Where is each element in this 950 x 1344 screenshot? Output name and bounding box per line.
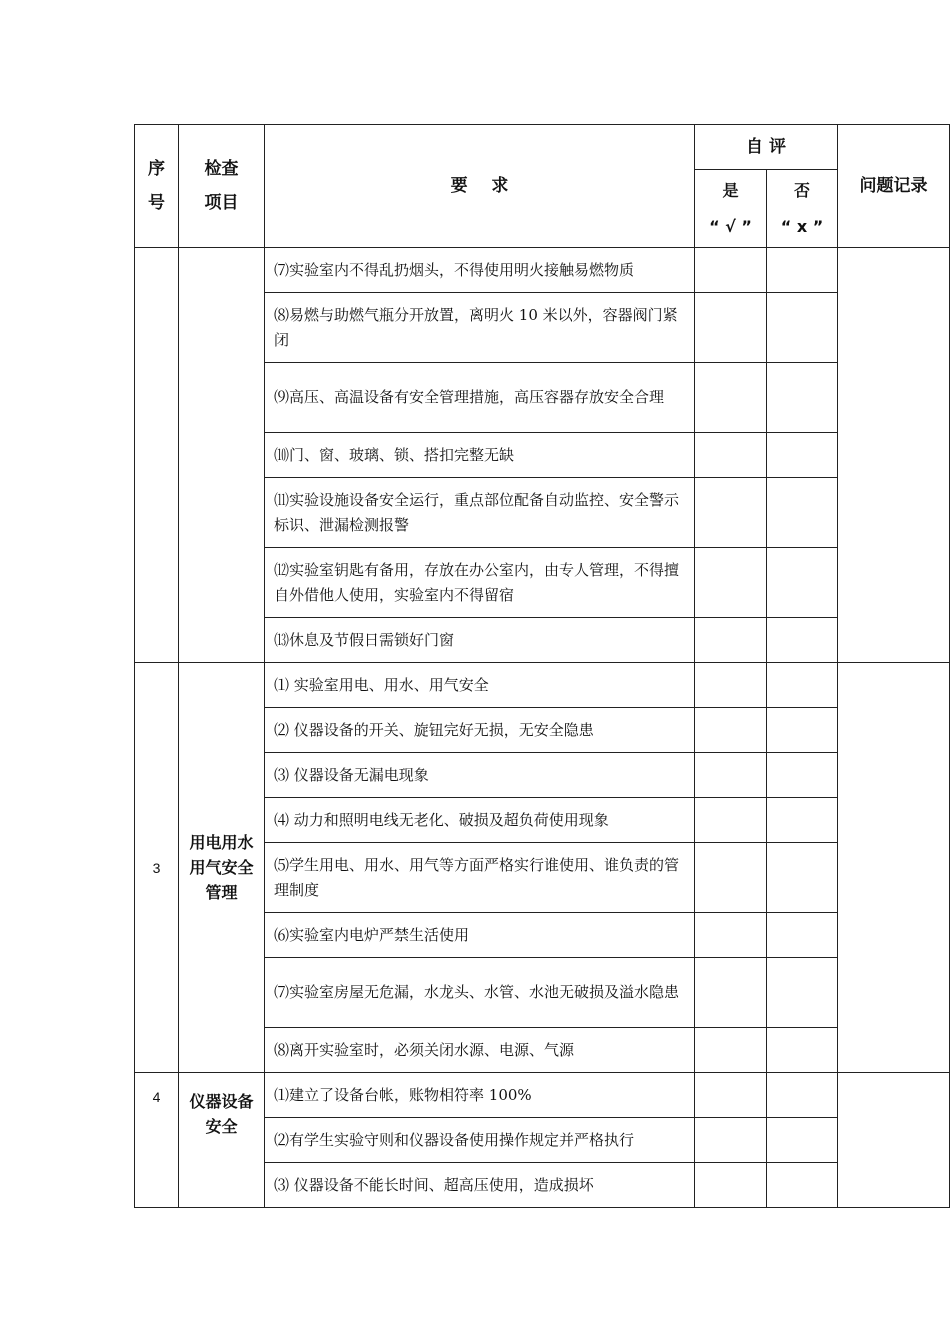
requirement-text: ⑴ 实验室用电、用水、用气安全 — [265, 663, 695, 708]
requirement-text: ⑶ 仪器设备无漏电现象 — [265, 753, 695, 798]
requirement-text: ⑼高压、高温设备有安全管理措施，高压容器存放安全合理 — [265, 363, 695, 433]
issue-record-cell[interactable] — [838, 248, 950, 663]
issue-header: 问题记录 — [838, 125, 950, 248]
no-cell[interactable] — [767, 248, 838, 293]
yes-cell[interactable] — [695, 663, 767, 708]
no-cell[interactable] — [767, 913, 838, 958]
no-cell[interactable] — [767, 843, 838, 913]
yes-cell[interactable] — [695, 1028, 767, 1073]
requirement-text: ⑻离开实验室时，必须关闭水源、电源、气源 — [265, 1028, 695, 1073]
yes-cell[interactable] — [695, 363, 767, 433]
section-name-line: 用气安全 — [189, 858, 254, 877]
requirement-text: ⑷ 动力和照明电线无老化、破损及超负荷使用现象 — [265, 798, 695, 843]
table-row — [135, 1073, 950, 1118]
table-body — [135, 248, 950, 1208]
requirement-text: ⑾实验设施设备安全运行，重点部位配备自动监控、安全警示标识、泄漏检测报警 — [265, 478, 695, 548]
yes-cell[interactable] — [695, 958, 767, 1028]
section-name-line: 管理 — [205, 883, 238, 902]
requirement-header: 要 求 — [265, 125, 695, 248]
yes-cell[interactable] — [695, 478, 767, 548]
requirement-text: ⑺实验室内不得乱扔烟头，不得使用明火接触易燃物质 — [265, 248, 695, 293]
no-cell[interactable] — [767, 1073, 838, 1118]
requirement-text: ⑹实验室内电炉严禁生活使用 — [265, 913, 695, 958]
requirement-text: ⑵ 仪器设备的开关、旋钮完好无损，无安全隐患 — [265, 708, 695, 753]
requirement-text: ⑻易燃与助燃气瓶分开放置，离明火 10 米以外，容器阀门紧闭 — [265, 293, 695, 363]
no-cell[interactable] — [767, 798, 838, 843]
section-name-line: 仪器设备 — [189, 1092, 254, 1111]
yes-header: 是 “ √ ” — [695, 170, 767, 248]
yes-cell[interactable] — [695, 248, 767, 293]
no-cell[interactable] — [767, 293, 838, 363]
yes-cell[interactable] — [695, 548, 767, 618]
issue-record-cell[interactable] — [838, 663, 950, 1073]
yes-cell[interactable] — [695, 433, 767, 478]
yes-cell[interactable] — [695, 913, 767, 958]
no-cell[interactable] — [767, 618, 838, 663]
section-seq: 4 — [135, 1073, 179, 1208]
requirement-text: ⑿实验室钥匙有备用，存放在办公室内，由专人管理，不得擅自外借他人使用，实验室内不得留宿 — [265, 548, 695, 618]
no-cell[interactable] — [767, 433, 838, 478]
issue-record-cell[interactable] — [838, 1073, 950, 1208]
self-eval-header: 自 评 — [695, 125, 838, 170]
section-seq: 3 — [135, 663, 179, 1073]
requirement-text: ⑴建立了设备台帐，账物相符率 100% — [265, 1073, 695, 1118]
yes-cell[interactable] — [695, 843, 767, 913]
yes-cell[interactable] — [695, 618, 767, 663]
yes-cell[interactable] — [695, 708, 767, 753]
no-cell[interactable] — [767, 753, 838, 798]
seq-header: 序 号 — [135, 125, 179, 248]
table-row — [135, 663, 950, 708]
no-cell[interactable] — [767, 1163, 838, 1208]
no-cell[interactable] — [767, 548, 838, 618]
requirement-text: ⑽门、窗、玻璃、锁、搭扣完整无缺 — [265, 433, 695, 478]
requirement-text: ⑺实验室房屋无危漏，水龙头、水管、水池无破损及溢水隐患 — [265, 958, 695, 1028]
requirement-text: ⑶ 仪器设备不能长时间、超高压使用，造成损坏 — [265, 1163, 695, 1208]
yes-cell[interactable] — [695, 1163, 767, 1208]
no-cell[interactable] — [767, 478, 838, 548]
yes-cell[interactable] — [695, 1118, 767, 1163]
section-name — [179, 1073, 265, 1208]
yes-cell[interactable] — [695, 798, 767, 843]
requirement-text: ⒀休息及节假日需锁好门窗 — [265, 618, 695, 663]
item-header: 检查 项目 — [179, 125, 265, 248]
section-name — [179, 663, 265, 1073]
no-cell[interactable] — [767, 363, 838, 433]
no-cell[interactable] — [767, 663, 838, 708]
table-row — [135, 248, 950, 293]
section-name-line: 用电用水 — [189, 833, 254, 852]
no-cell[interactable] — [767, 1118, 838, 1163]
no-cell[interactable] — [767, 708, 838, 753]
no-header: 否 “ x ” — [767, 170, 838, 248]
section-name — [179, 248, 265, 663]
section-seq — [135, 248, 179, 663]
yes-cell[interactable] — [695, 753, 767, 798]
requirement-text: ⑵有学生实验守则和仪器设备使用操作规定并严格执行 — [265, 1118, 695, 1163]
no-cell[interactable] — [767, 958, 838, 1028]
requirement-text: ⑸学生用电、用水、用气等方面严格实行谁使用、谁负责的管理制度 — [265, 843, 695, 913]
yes-cell[interactable] — [695, 293, 767, 363]
yes-cell[interactable] — [695, 1073, 767, 1118]
inspection-table — [134, 124, 950, 1208]
no-cell[interactable] — [767, 1028, 838, 1073]
section-name-line: 安全 — [205, 1117, 238, 1136]
